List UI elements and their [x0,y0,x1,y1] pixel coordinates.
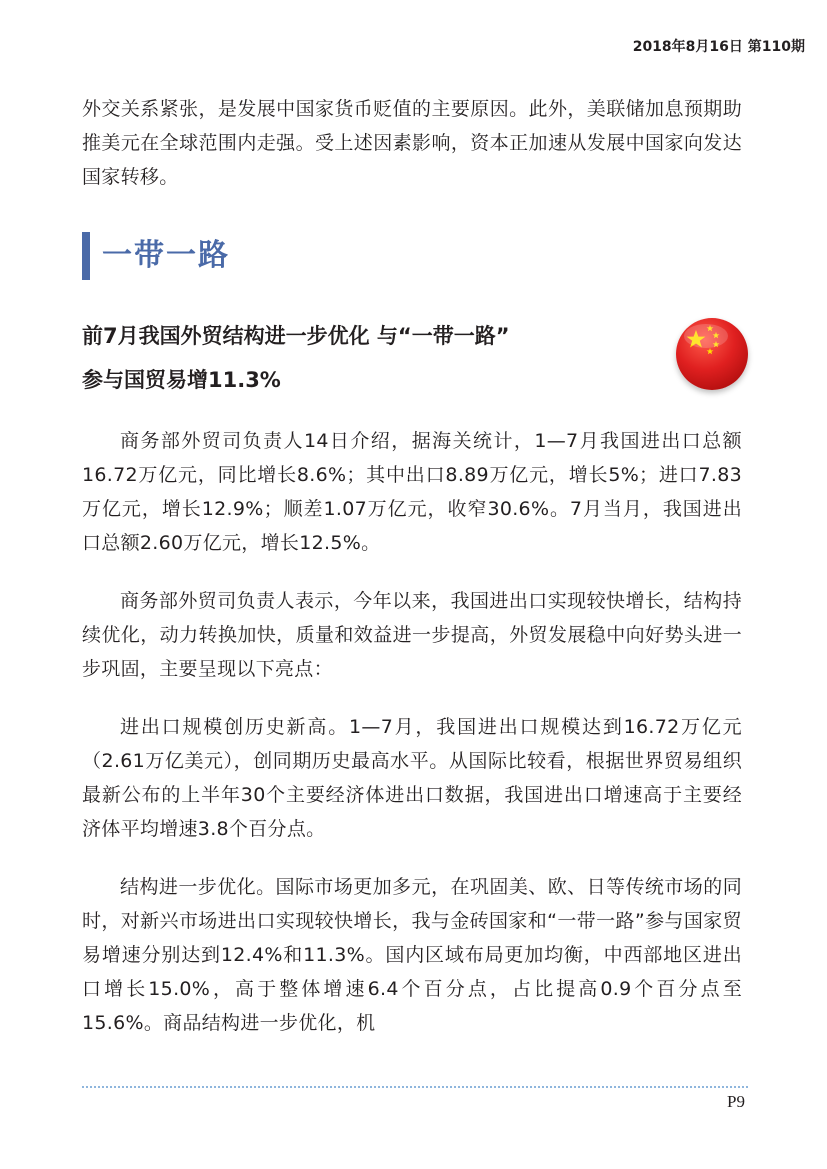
article-title-line2: 参与国贸易增11.3% [82,368,281,392]
article-paragraph-4: 结构进一步优化。国际市场更加多元，在巩固美、欧、日等传统市场的同时，对新兴市场进出口实现较快增长，我与金砖国家和“一带一路”参与国家贸易增速分别达到12.4%和11.3%。国内区域布局更加均衡，中西部地区进出口增长15.0%，高于整体增速6.4个百分点，占比提高0.9个百分点至15.6%。商品结构进一步优化，机 [82,876,742,1034]
article-paragraph-2: 商务部外贸司负责人表示，今年以来，我国进出口实现较快增长，结构持续优化，动力转换加快，质量和效益进一步提高，外贸发展稳中向好势头进一步巩固，主要呈现以下亮点： [82,590,742,680]
article-paragraph-3: 进出口规模创历史新高。1—7月，我国进出口规模达到16.72万亿元（2.61万亿美元），创同期历史最高水平。从国际比较看，根据世界贸易组织最新公布的上半年30个主要经济体进出口数据，我国进出口增速高于主要经济体平均增速3.8个百分点。 [82,716,742,840]
article-title [82,314,662,402]
china-flag-ball-icon [676,318,748,390]
footer-divider [82,1086,748,1088]
section-title: 一带一路 [102,238,230,273]
article-paragraph-1: 商务部外贸司负责人14日介绍，据海关统计，1—7月我国进出口总额16.72万亿元，同比增长8.6%；其中出口8.89万亿元，增长5%；进口7.83万亿元，增长12.9%；顺差1.07万亿元，收窄30.6%。7月当月，我国进出口总额2.60万亿元，增长12.5%。 [82,430,742,554]
intro-paragraph: 外交关系紧张，是发展中国家货币贬值的主要原因。此外，美联储加息预期助推美元在全球范围内走强。受上述因素影响，资本正加速从发展中国家向发达国家转移。 [82,98,742,188]
article-title-line1: 前7月我国外贸结构进一步优化 与“一带一路” [82,324,510,348]
section-accent-bar [82,232,90,280]
issue-date: 2018年8月16日 第110期 [632,39,805,55]
page-number: P9 [727,1092,745,1111]
